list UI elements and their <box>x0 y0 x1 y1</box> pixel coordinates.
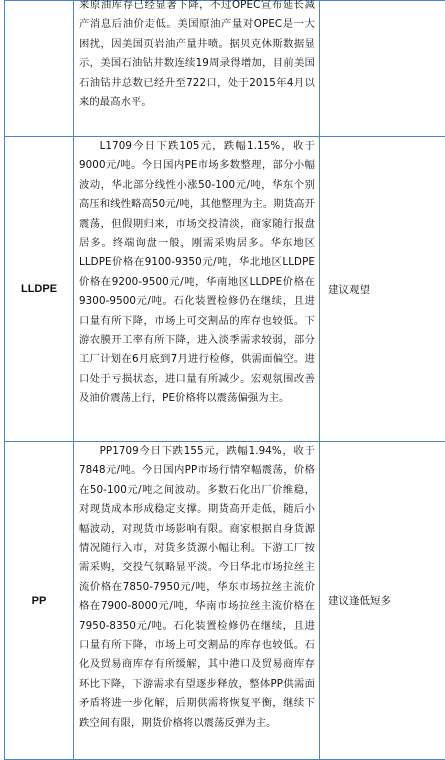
advice-cell: 建议观望 <box>320 137 445 442</box>
row-label-cell <box>5 1 74 137</box>
advice-cell <box>320 1 445 137</box>
commentary-text: L1709今日下跌105元，跌幅1.15%，收于9000元/吨。今日国内PE市场多数整理，部分小幅波动，华北部分线性小涨50-100元/吨，华东个别高压和线性略高50元/吨，其他整理为主。期货高开震荡，但假期归来，市场交投清淡，商家随行报盘居多。终端询盘一般，刚需采购居多。华东地区LLDPE价格在9100-9350元/吨，华北地区LLDPE价格在9200-9500元/吨，华南地区LLDPE价格在9300-9500元/吨。石化装置检修仍在继续，且进口量有所下降，市场上可交割品的库存也较低。下游农膜开工率有所下降，进入淡季需求较弱，部分工厂计划在6月底到7月进行检修，供需面偏空。进口处于亏损状态，进口量有所减少。宏观氛围改善及油价震荡上行，PE价格将以震荡偏强为主。 <box>79 140 315 405</box>
table-row <box>5 442 445 760</box>
commentary-text: 来原油库存已经显著下降，不过OPEC宣布延长减产消息后油价走低。美国原油产量对OPEC是一大困扰，因美国页岩油产量井喷。据贝克休斯数据显示，美国石油钻井数连续19周录得增加，目前美国石油钻井总数已经升至722口，处于2015年4月以来的最高水平。 <box>79 0 315 109</box>
commentary-cell <box>74 442 320 760</box>
commentary-cell <box>74 1 320 137</box>
commentary-text: PP1709今日下跌155元，跌幅1.94%，收于7848元/吨。今日国内PP市场行情窄幅震荡，价格在50-100元/吨之间波动。多数石化出厂价维稳，对现货成本形成稳定支撑。期货高开走低，随后小幅波动，对现货市场影响有限。商家根据自身货源情况随行入市，对货多货源小幅让利。下游工厂按需采购，交投气氛略显平淡。今日华北市场拉丝主流价格在7850-7950元/吨，华东市场拉丝主流价格在7900-8000元/吨，华南市场拉丝主流价格在7950-8350元/吨。石化装置检修仍在继续，且进口量有所下降，市场上可交割品的库存也较低。石化及贸易商库存有所缓解，其中港口及贸易商库存环比下降，下游需求有望逐步释放，整体PP供需面矛盾将进一步化解，后期供需将恢复平衡，继续下跌空间有限，期货价格将以震荡反弹为主。 <box>79 445 315 729</box>
table-row <box>5 1 445 137</box>
commentary-cell <box>74 137 320 442</box>
table-row <box>5 137 445 442</box>
row-label-cell: LLDPE <box>5 137 74 442</box>
market-commentary-table <box>4 0 445 760</box>
row-label-cell: PP <box>5 442 74 760</box>
advice-cell: 建议逢低短多 <box>320 442 445 760</box>
